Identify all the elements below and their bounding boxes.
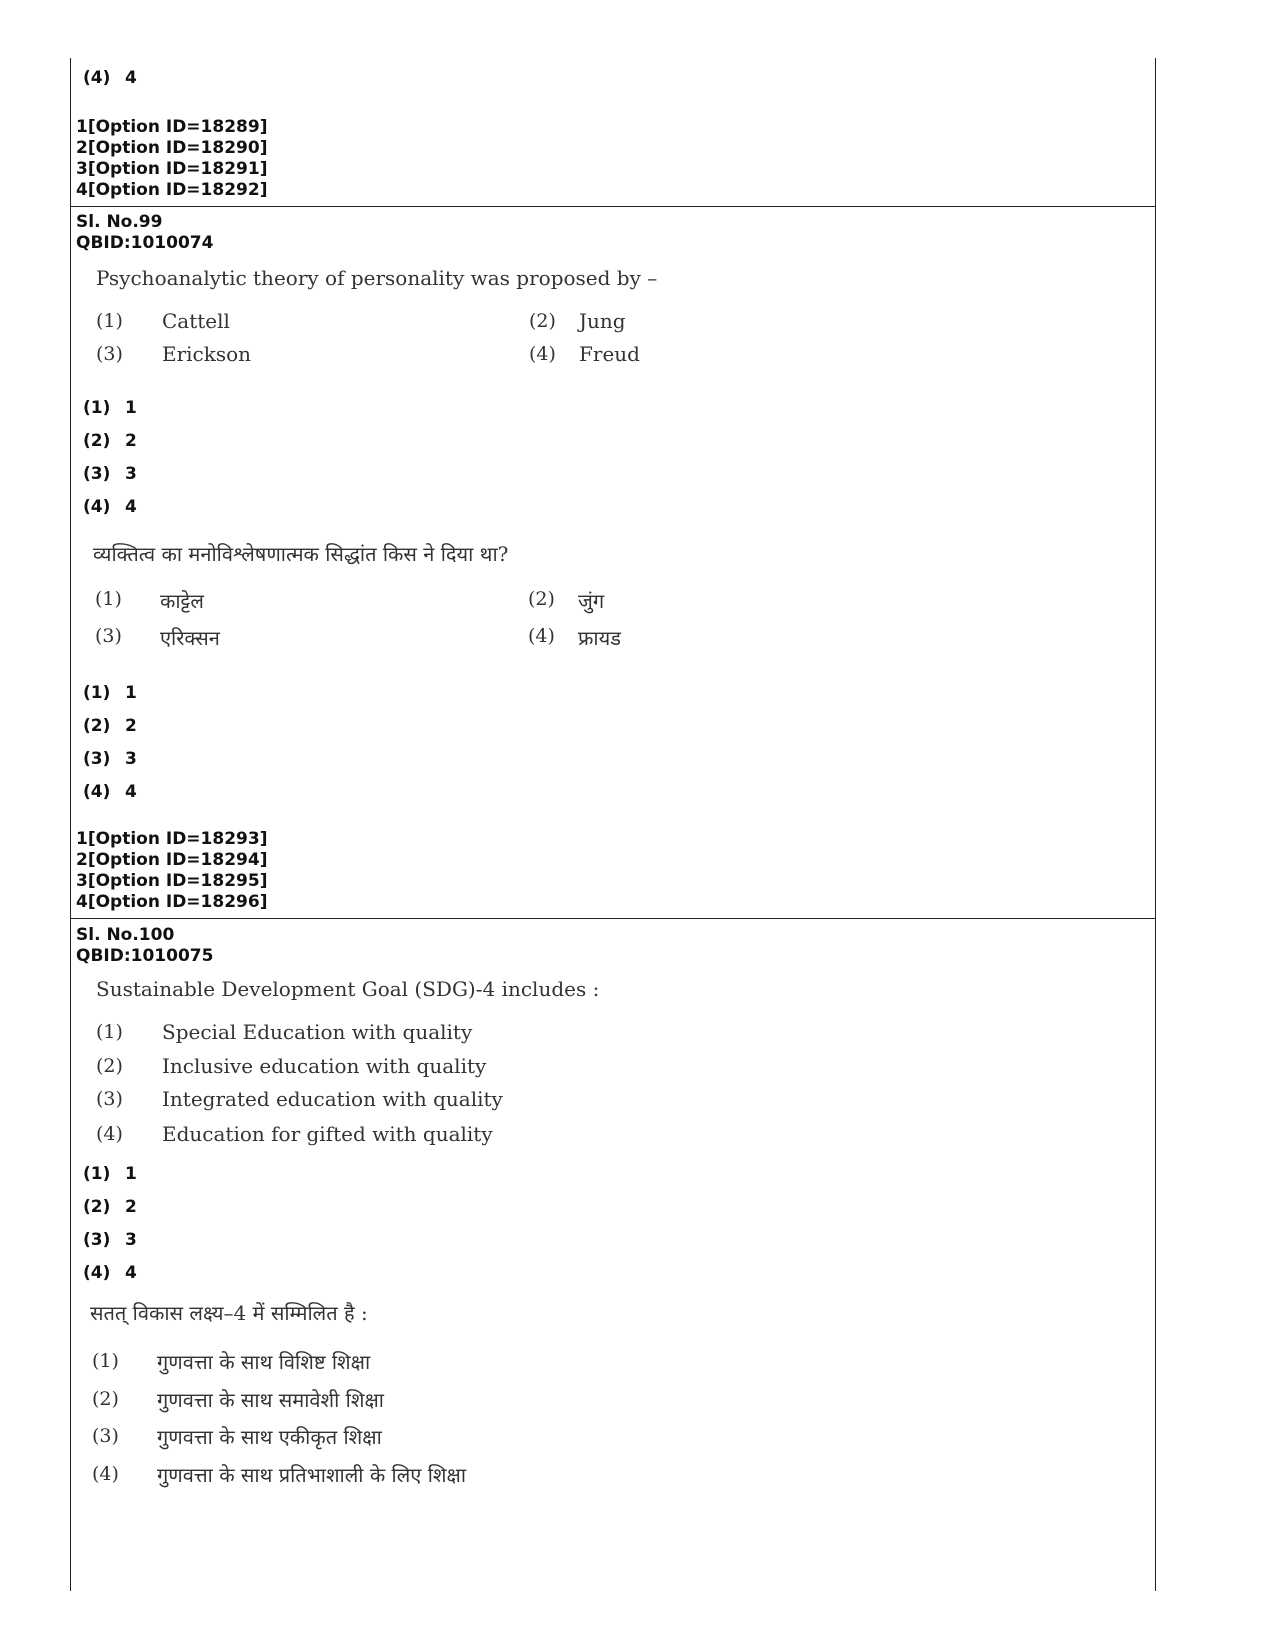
answer-key: (4) bbox=[83, 1263, 111, 1283]
serial-number: Sl. No.99 bbox=[76, 212, 163, 232]
answer-row bbox=[83, 1197, 137, 1217]
answer-row bbox=[83, 68, 137, 88]
answer-row bbox=[83, 398, 137, 418]
option-text: Education for gifted with quality bbox=[162, 1122, 493, 1146]
option-number: (4) bbox=[528, 625, 555, 647]
answer-value: 1 bbox=[125, 398, 137, 418]
option-text: Jung bbox=[579, 309, 626, 333]
answer-value: 1 bbox=[125, 1164, 137, 1184]
answer-value: 2 bbox=[125, 431, 137, 451]
question-text-hi: सतत् विकास लक्ष्य–4 में सम्मिलित है : bbox=[90, 1301, 368, 1325]
option-number: (3) bbox=[92, 1425, 119, 1447]
answer-key: (2) bbox=[83, 431, 111, 451]
option-text: गुणवत्ता के साथ एकीकृत शिक्षा bbox=[157, 1425, 382, 1449]
option-id: 4[Option ID=18292] bbox=[76, 180, 268, 200]
option-text: Freud bbox=[579, 342, 640, 366]
answer-value: 1 bbox=[125, 683, 137, 703]
option-number: (4) bbox=[529, 343, 556, 365]
answer-key: (3) bbox=[83, 749, 111, 769]
option-number: (2) bbox=[92, 1388, 119, 1410]
qbid: QBID:1010074 bbox=[76, 233, 214, 253]
option-id: 2[Option ID=18290] bbox=[76, 138, 268, 158]
option-number: (3) bbox=[95, 625, 122, 647]
option-id: 3[Option ID=18291] bbox=[76, 159, 268, 179]
option-text: जुंग bbox=[578, 589, 605, 613]
option-text: Erickson bbox=[162, 342, 252, 366]
answer-key: (2) bbox=[83, 716, 111, 736]
qbid: QBID:1010075 bbox=[76, 946, 214, 966]
option-number: (4) bbox=[96, 1123, 123, 1145]
answer-key: (4) bbox=[83, 68, 111, 88]
answer-value: 4 bbox=[125, 782, 137, 802]
option-number: (1) bbox=[96, 1021, 123, 1043]
answer-row bbox=[83, 497, 137, 517]
answer-row bbox=[83, 716, 137, 736]
option-text: फ्रायड bbox=[578, 626, 621, 650]
option-text: गुणवत्ता के साथ समावेशी शिक्षा bbox=[157, 1388, 384, 1412]
option-id-list bbox=[76, 829, 267, 913]
option-number: (1) bbox=[95, 588, 122, 610]
answer-row bbox=[83, 1263, 137, 1283]
divider-q99 bbox=[71, 206, 1155, 207]
option-text: काट्टेल bbox=[160, 589, 204, 613]
divider-q100 bbox=[71, 918, 1155, 919]
question-text-en: Sustainable Development Goal (SDG)-4 includes : bbox=[96, 977, 600, 1001]
option-number: (3) bbox=[96, 343, 123, 365]
option-id: 2[Option ID=18294] bbox=[76, 850, 268, 870]
question-text-en: Psychoanalytic theory of personality was proposed by – bbox=[96, 266, 658, 290]
answer-value: 4 bbox=[125, 68, 137, 88]
option-number: (1) bbox=[96, 310, 123, 332]
option-number: (2) bbox=[528, 588, 555, 610]
serial-number: Sl. No.100 bbox=[76, 925, 175, 945]
answer-row bbox=[83, 431, 137, 451]
answer-key: (4) bbox=[83, 497, 111, 517]
option-number: (2) bbox=[529, 310, 556, 332]
answer-value: 4 bbox=[125, 497, 137, 517]
answer-value: 4 bbox=[125, 1263, 137, 1283]
answer-value: 2 bbox=[125, 1197, 137, 1217]
option-number: (1) bbox=[92, 1350, 119, 1372]
answer-value: 3 bbox=[125, 749, 137, 769]
answer-key: (2) bbox=[83, 1197, 111, 1217]
answer-row bbox=[83, 683, 137, 703]
answer-key: (1) bbox=[83, 683, 111, 703]
option-number: (4) bbox=[92, 1463, 119, 1485]
option-id: 4[Option ID=18296] bbox=[76, 892, 268, 912]
answer-row bbox=[83, 464, 137, 484]
option-text: Integrated education with quality bbox=[162, 1087, 503, 1111]
answer-row bbox=[83, 1164, 137, 1184]
answer-key: (1) bbox=[83, 398, 111, 418]
question-header bbox=[76, 925, 213, 967]
option-text: गुणवत्ता के साथ विशिष्ट शिक्षा bbox=[157, 1350, 371, 1374]
option-text: Special Education with quality bbox=[162, 1020, 473, 1044]
answer-key: (3) bbox=[83, 1230, 111, 1250]
option-text: Inclusive education with quality bbox=[162, 1054, 487, 1078]
option-id: 3[Option ID=18295] bbox=[76, 871, 268, 891]
option-id: 1[Option ID=18293] bbox=[76, 829, 268, 849]
answer-row bbox=[83, 782, 137, 802]
answer-key: (4) bbox=[83, 782, 111, 802]
option-number: (3) bbox=[96, 1088, 123, 1110]
answer-key: (1) bbox=[83, 1164, 111, 1184]
answer-value: 2 bbox=[125, 716, 137, 736]
answer-row bbox=[83, 749, 137, 769]
answer-value: 3 bbox=[125, 1230, 137, 1250]
question-header bbox=[76, 212, 213, 254]
option-text: एरिक्सन bbox=[160, 626, 220, 650]
option-id: 1[Option ID=18289] bbox=[76, 117, 268, 137]
question-text-hi: व्यक्तित्व का मनोविश्लेषणात्मक सिद्धांत किस ने दिया था? bbox=[93, 542, 509, 566]
answer-key: (3) bbox=[83, 464, 111, 484]
answer-row bbox=[83, 1230, 137, 1250]
answer-value: 3 bbox=[125, 464, 137, 484]
option-text: गुणवत्ता के साथ प्रतिभाशाली के लिए शिक्षा bbox=[157, 1463, 467, 1487]
option-number: (2) bbox=[96, 1055, 123, 1077]
option-id-list bbox=[76, 117, 267, 201]
option-text: Cattell bbox=[162, 309, 230, 333]
